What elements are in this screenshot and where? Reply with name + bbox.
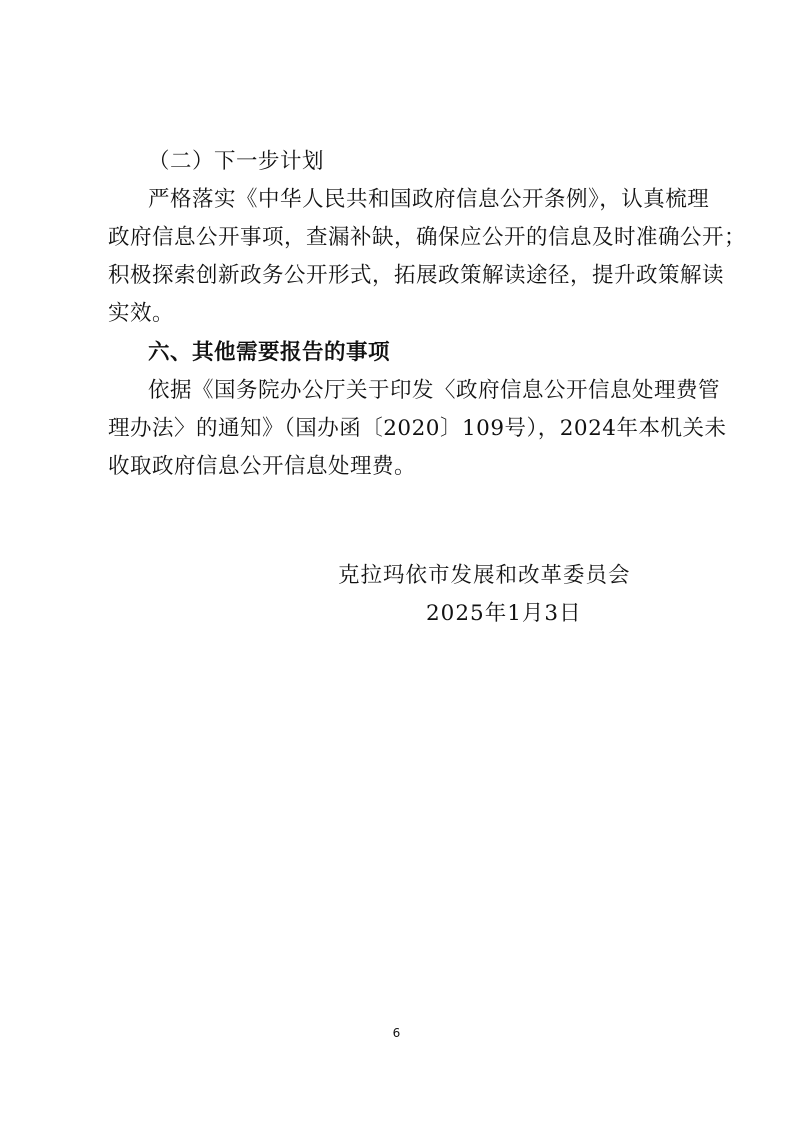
signature-date: 2025年1月3日 bbox=[426, 601, 582, 626]
paragraph-line: 积极探索创新政务公开形式，拓展政策解读途径，提升政策解读 bbox=[108, 263, 725, 288]
paragraph-line: 理办法〉的通知》（国办函〔2020〕109号），2024年本机关未 bbox=[108, 416, 727, 441]
section-heading-next-plan: （二）下一步计划 bbox=[148, 149, 325, 174]
paragraph-line: 收取政府信息公开信息处理费。 bbox=[108, 454, 417, 479]
paragraph-line: 实效。 bbox=[108, 301, 175, 326]
paragraph-line: 政府信息公开事项，查漏补缺，确保应公开的信息及时准确公开； bbox=[108, 225, 747, 250]
section-heading-other-matters: 六、其他需要报告的事项 bbox=[148, 340, 391, 365]
page-number: 6 bbox=[392, 1026, 401, 1040]
signature-organization: 克拉玛依市发展和改革委员会 bbox=[338, 563, 631, 588]
paragraph-line: 依据《国务院办公厅关于印发〈政府信息公开信息处理费管 bbox=[148, 378, 721, 403]
paragraph-line: 严格落实《中华人民共和国政府信息公开条例》，认真梳理 bbox=[148, 187, 710, 212]
